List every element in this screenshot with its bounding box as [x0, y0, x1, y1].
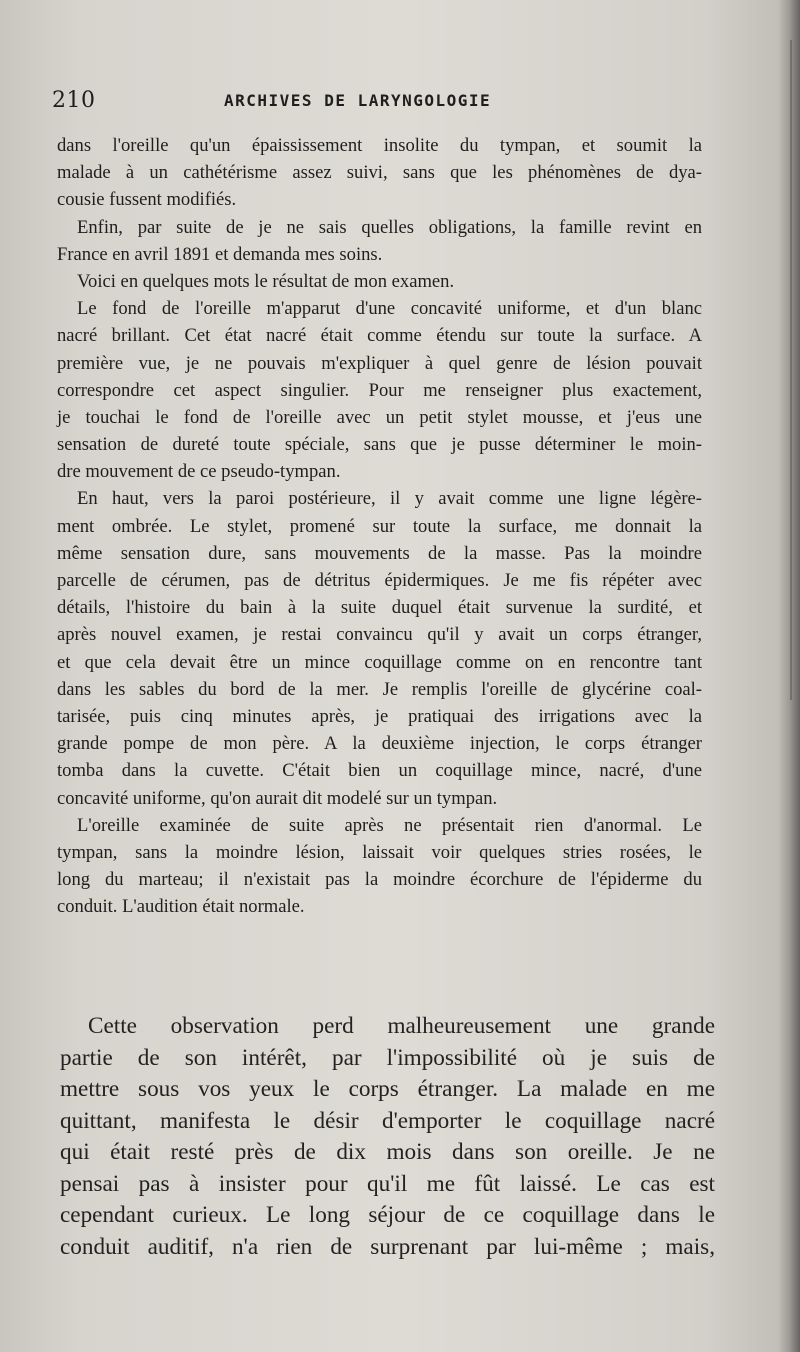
- page-edge-shadow: [778, 0, 800, 1352]
- text-line: même sensation dure, sans mouvements de la masse. Pas la moindre: [57, 542, 702, 564]
- text-line: dans l'oreille qu'un épaississement insolite du tympan, et soumit la: [57, 135, 702, 156]
- text-line: quittant, manifesta le désir d'emporter le coquillage nacré: [60, 1107, 715, 1134]
- text-line: je touchai le fond de l'oreille avec un petit stylet mousse, et j'eus une: [57, 406, 702, 428]
- text-line: L'oreille examinée de suite après ne présentait rien d'anormal. Le: [77, 814, 702, 836]
- page-header: [52, 88, 752, 118]
- text-line: tarisée, puis cinq minutes après, je pratiquai des irrigations avec la: [57, 705, 702, 727]
- text-line: dans les sables du bord de la mer. Je remplis l'oreille de glycérine coal-: [57, 678, 702, 700]
- text-line: malade à un cathétérisme assez suivi, sans que les phénomènes de dya-: [57, 162, 702, 184]
- body-text-small: [57, 132, 702, 920]
- text-line: ment ombrée. Le stylet, promené sur toute la surface, me donnait la: [57, 515, 702, 537]
- text-line: France en avril 1891 et demanda mes soins.: [57, 243, 383, 265]
- text-line: Le fond de l'oreille m'apparut d'une concavité uniforme, et d'un blanc: [77, 298, 702, 320]
- paragraph: [57, 295, 702, 485]
- text-line: cependant curieux. Le long séjour de ce coquillage dans le: [60, 1202, 715, 1228]
- text-line: Enfin, par suite de je ne sais quelles obligations, la famille revint en: [77, 216, 702, 238]
- text-line: grande pompe de mon père. A la deuxième injection, le corps étranger: [57, 733, 702, 755]
- text-line: correspondre cet aspect singulier. Pour me renseigner plus exactement,: [57, 379, 702, 401]
- text-line: concavité uniforme, qu'on aurait dit modelé sur un tympan.: [57, 787, 498, 809]
- text-line: long du marteau; il n'existait pas la moindre écorchure de l'épiderme du: [57, 869, 702, 891]
- text-line: tympan, sans la moindre lésion, laissait voir quelques stries rosées, le: [57, 841, 702, 863]
- text-line: partie de son intérêt, par l'impossibilité où je suis de: [60, 1044, 715, 1071]
- paragraph: [60, 1011, 715, 1263]
- paragraph: [57, 485, 702, 811]
- text-line: détails, l'histoire du bain à la suite duquel était survenue la surdité, et: [57, 597, 702, 619]
- text-line: première vue, je ne pouvais m'expliquer à quel genre de lésion pouvait: [57, 352, 702, 374]
- page-number: 210: [52, 88, 96, 113]
- text-line: dre mouvement de ce pseudo-tympan.: [57, 461, 341, 483]
- binding-edge-line: [790, 40, 792, 700]
- body-text-large: [60, 1011, 715, 1263]
- text-line: mettre sous vos yeux le corps étranger. La malade en me: [60, 1076, 715, 1102]
- text-line: parcelle de cérumen, pas de détritus épidermiques. Je me fis répéter avec: [57, 570, 702, 591]
- text-line: tomba dans la cuvette. C'était bien un coquillage mince, nacré, d'une: [57, 760, 702, 782]
- text-line: En haut, vers la paroi postérieure, il y avait comme une ligne légère-: [77, 488, 702, 510]
- paragraph: [57, 268, 702, 295]
- paragraph: [57, 812, 702, 921]
- text-line: Cette observation perd malheureusement une grande: [88, 1013, 715, 1039]
- text-line: Voici en quelques mots le résultat de mon examen.: [77, 270, 455, 292]
- text-line: après nouvel examen, je restai convaincu qu'il y avait un corps étranger,: [57, 624, 702, 646]
- paragraph: [57, 132, 702, 214]
- text-line: sensation de dureté toute spéciale, sans que je pusse déterminer le moin-: [57, 434, 702, 456]
- running-head: ARCHIVES DE LARYNGOLOGIE: [224, 91, 492, 110]
- text-line: pensai pas à insister pour qu'il me fût laissé. Le cas est: [60, 1170, 715, 1197]
- text-line: cousie fussent modifiés.: [57, 189, 237, 211]
- text-line: conduit. L'audition était normale.: [57, 896, 305, 918]
- paragraph: [57, 214, 702, 268]
- text-line: et que cela devait être un mince coquillage comme on en rencontre tant: [57, 651, 702, 673]
- text-line: qui était resté près de dix mois dans son oreille. Je ne: [60, 1139, 715, 1165]
- text-line: conduit auditif, n'a rien de surprenant par lui-même ; mais,: [60, 1233, 715, 1260]
- text-line: nacré brillant. Cet état nacré était comme étendu sur toute la surface. A: [57, 325, 702, 347]
